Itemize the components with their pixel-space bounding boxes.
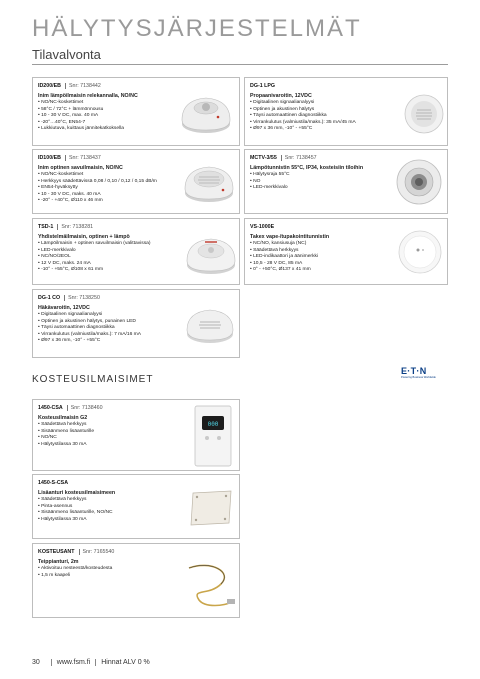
product-card-kosteusant [32,543,240,618]
feature-item: • 12 V DC, maks. 24 mA [38,261,151,268]
product-card-id100 [32,149,240,214]
product-snr: Snr: 7138281 [57,224,93,230]
product-card-vs1000e [244,218,448,285]
product-card-mctv [244,149,448,214]
feature-item: • 58°C / 72°C + lämmönnousu [38,107,138,114]
product-code: TSD-1 [38,224,54,230]
combo-detector-image [185,230,237,276]
product-name: Kosteusilmaisin G2 [38,415,88,421]
feature-item: • Säädettävä herkkyys [38,422,103,429]
extra-sensor-image [187,489,235,527]
feature-item: • NO/NC-koskettimet [38,172,157,179]
product-name: Yhdistelmäilmaisin, optinen + lämpö [38,234,130,240]
feature-item: • Lämpöilmaisin + optinen savuilmaisin (valittavissa) [38,241,151,248]
tape-sensor-image [181,558,237,614]
feature-item: • EN54-hyväksytty [38,185,157,192]
product-card-tsd1 [32,218,240,285]
feature-item: • LED-merkkivalo [38,248,151,255]
feature-item: • NO/NC [38,435,103,442]
feature-item: • NC/NO/2EOL [38,254,151,261]
feature-item: • Pinta-asennus [38,504,115,511]
feature-item: • Hälytystilassa 30 mA [38,517,115,524]
feature-item: • Täysi automaattinen diagnostiikka [38,325,141,332]
product-card-1450-csa [32,399,240,471]
product-card-dg1-co [32,289,240,358]
feature-item: • 10 - 30 V DC, max. 40 mA [38,113,138,120]
temperature-sensor-image [395,158,443,206]
product-name: Lisäanturi kosteusilmaisimeen [38,490,116,496]
display-readout: 000 [207,421,219,428]
feature-item: • 10 - 30 V DC, maks. 40 mA [38,192,157,199]
feature-item: • Virrankulutus (valmiustila/maks.): 7 mA/16 mA [38,332,141,339]
product-name: Teippianturi, 2m [38,559,79,565]
smoke-detector-image [183,160,235,204]
product-card-dg1-lpg [244,77,448,146]
product-code: 1450-S-CSA [38,480,69,486]
feature-item: • -20° - +40°C, Ø110 x 46 mm [38,198,157,205]
feature-item: • Sisäänmeno lisäanturille [38,429,103,436]
feature-item: • 1,5 m kaapeli [38,573,114,580]
vape-detector-image [397,229,443,275]
feature-item: • Digitaalinen signaalianalyysi [38,312,141,319]
feature-item: • NO [250,179,363,186]
feature-item: • 10,5 - 28 V DC, 85 mA [250,261,329,268]
product-name: Lämpötunnistin 55°C, IP34, kosteisiin tiloihin [250,165,364,171]
moisture-detector-image [193,404,233,468]
product-snr: Snr: 7138460 [67,405,103,411]
feature-item: • Hälytysraja 55°C [250,172,363,179]
product-code: DG-1 CO [38,295,61,301]
product-name: Inim lämpöilmaisin relekannalla, NO/NC [38,93,138,99]
product-name: Häkävaroitin, 12VDC [38,305,90,311]
product-code: ID200/EB [38,83,61,89]
feature-item: • Aktivoituu nesteestä/kosteudesta [38,566,114,573]
feature-item: • NC/NO, kansiusuja (NC) [250,241,329,248]
feature-item: • Optinen ja akustinen hälytys, punainen LED [38,319,141,326]
product-snr: Snr: 7138457 [281,155,317,161]
co-detector-image [185,302,235,346]
product-name: Inim optinen savuilmaisin, NO/NC [38,165,123,171]
product-code: KOSTEUSANT [38,549,75,555]
feature-item: • NO/NC-koskettimet [38,100,138,107]
heat-detector-image [180,90,232,136]
feature-item: • LED-merkkivalo [250,185,363,192]
product-name: Takex vape-/tupakointitunnistin [250,234,330,240]
page-footer [32,658,150,667]
feature-item: • Optinen ja akustinen hälytys [250,107,356,114]
feature-item: • 0° - +50°C, Ø137 x 41 mm [250,267,329,274]
section-title-moisture: KOSTEUSILMAISIMET [32,374,154,385]
feature-item: • Sisäänmeno lisäanturille, NO/NC [38,510,115,517]
price-note: Hinnat ALV 0 % [101,659,150,666]
feature-item: • Virrankulutus (valmiustila/maks.): 35 mA/45 mA [250,120,356,127]
brand-name: E·T·N [401,366,427,376]
eaton-logo [401,366,436,380]
feature-item: • Hälytystilassa 30 mA [38,442,103,449]
feature-item: • Täysi automaattinen diagnostiikka [250,113,356,120]
product-card-1450-s-csa [32,474,240,539]
feature-item: • Säädettävä herkkyys [38,497,115,504]
product-snr: Snr: 7138437 [65,155,101,161]
product-snr: Snr: 7138250 [64,295,100,301]
feature-item: • LED-indikaattori ja äänimerkki [250,254,329,261]
feature-item: • Lukkiutuva, kuittaus jännitekatkoksella [38,126,138,133]
product-code: ID100/EB [38,155,61,161]
page-title: HÄLYTYSJÄRJESTELMÄT [32,15,362,42]
product-code: DG-1 LPG [250,83,276,89]
title-divider [32,64,448,65]
feature-item: • -20°…40°C, EN54-7 [38,120,138,127]
product-name: Propaanivaroitin, 12VDC [250,93,312,99]
page-number: 30 [32,659,40,666]
footer-divider [95,659,96,666]
feature-item: • Herkkyys säädettävissä 0,08 / 0,10 / 0,12 / 0,15 dB/m [38,179,157,186]
feature-item: • Ø97 x 36 mm, -10° - +55°C [38,338,141,345]
gas-detector-image [403,94,445,134]
product-snr: Snr: 7165540 [79,549,115,555]
product-code: 1450-CSA [38,405,63,411]
feature-item: • Ø97 x 36 mm, -10° - +55°C [250,126,356,133]
footer-url[interactable]: www.fsm.fi [56,659,91,666]
product-snr: Snr: 7138442 [65,83,101,89]
feature-item: • Säädettävä herkkyys [250,248,329,255]
feature-item: • -10° - +55°C, Ø108 x 61 mm [38,267,151,274]
feature-item: • Digitaalinen signaalianalyysi [250,100,356,107]
footer-divider [51,659,52,666]
product-code: MCTV-3/55 [250,155,277,161]
product-card-id200 [32,77,240,146]
brand-tagline: Powering Business Worldwide [401,376,436,379]
product-code: VS-1000E [250,224,275,230]
page-subtitle: Tilavalvonta [32,47,101,62]
